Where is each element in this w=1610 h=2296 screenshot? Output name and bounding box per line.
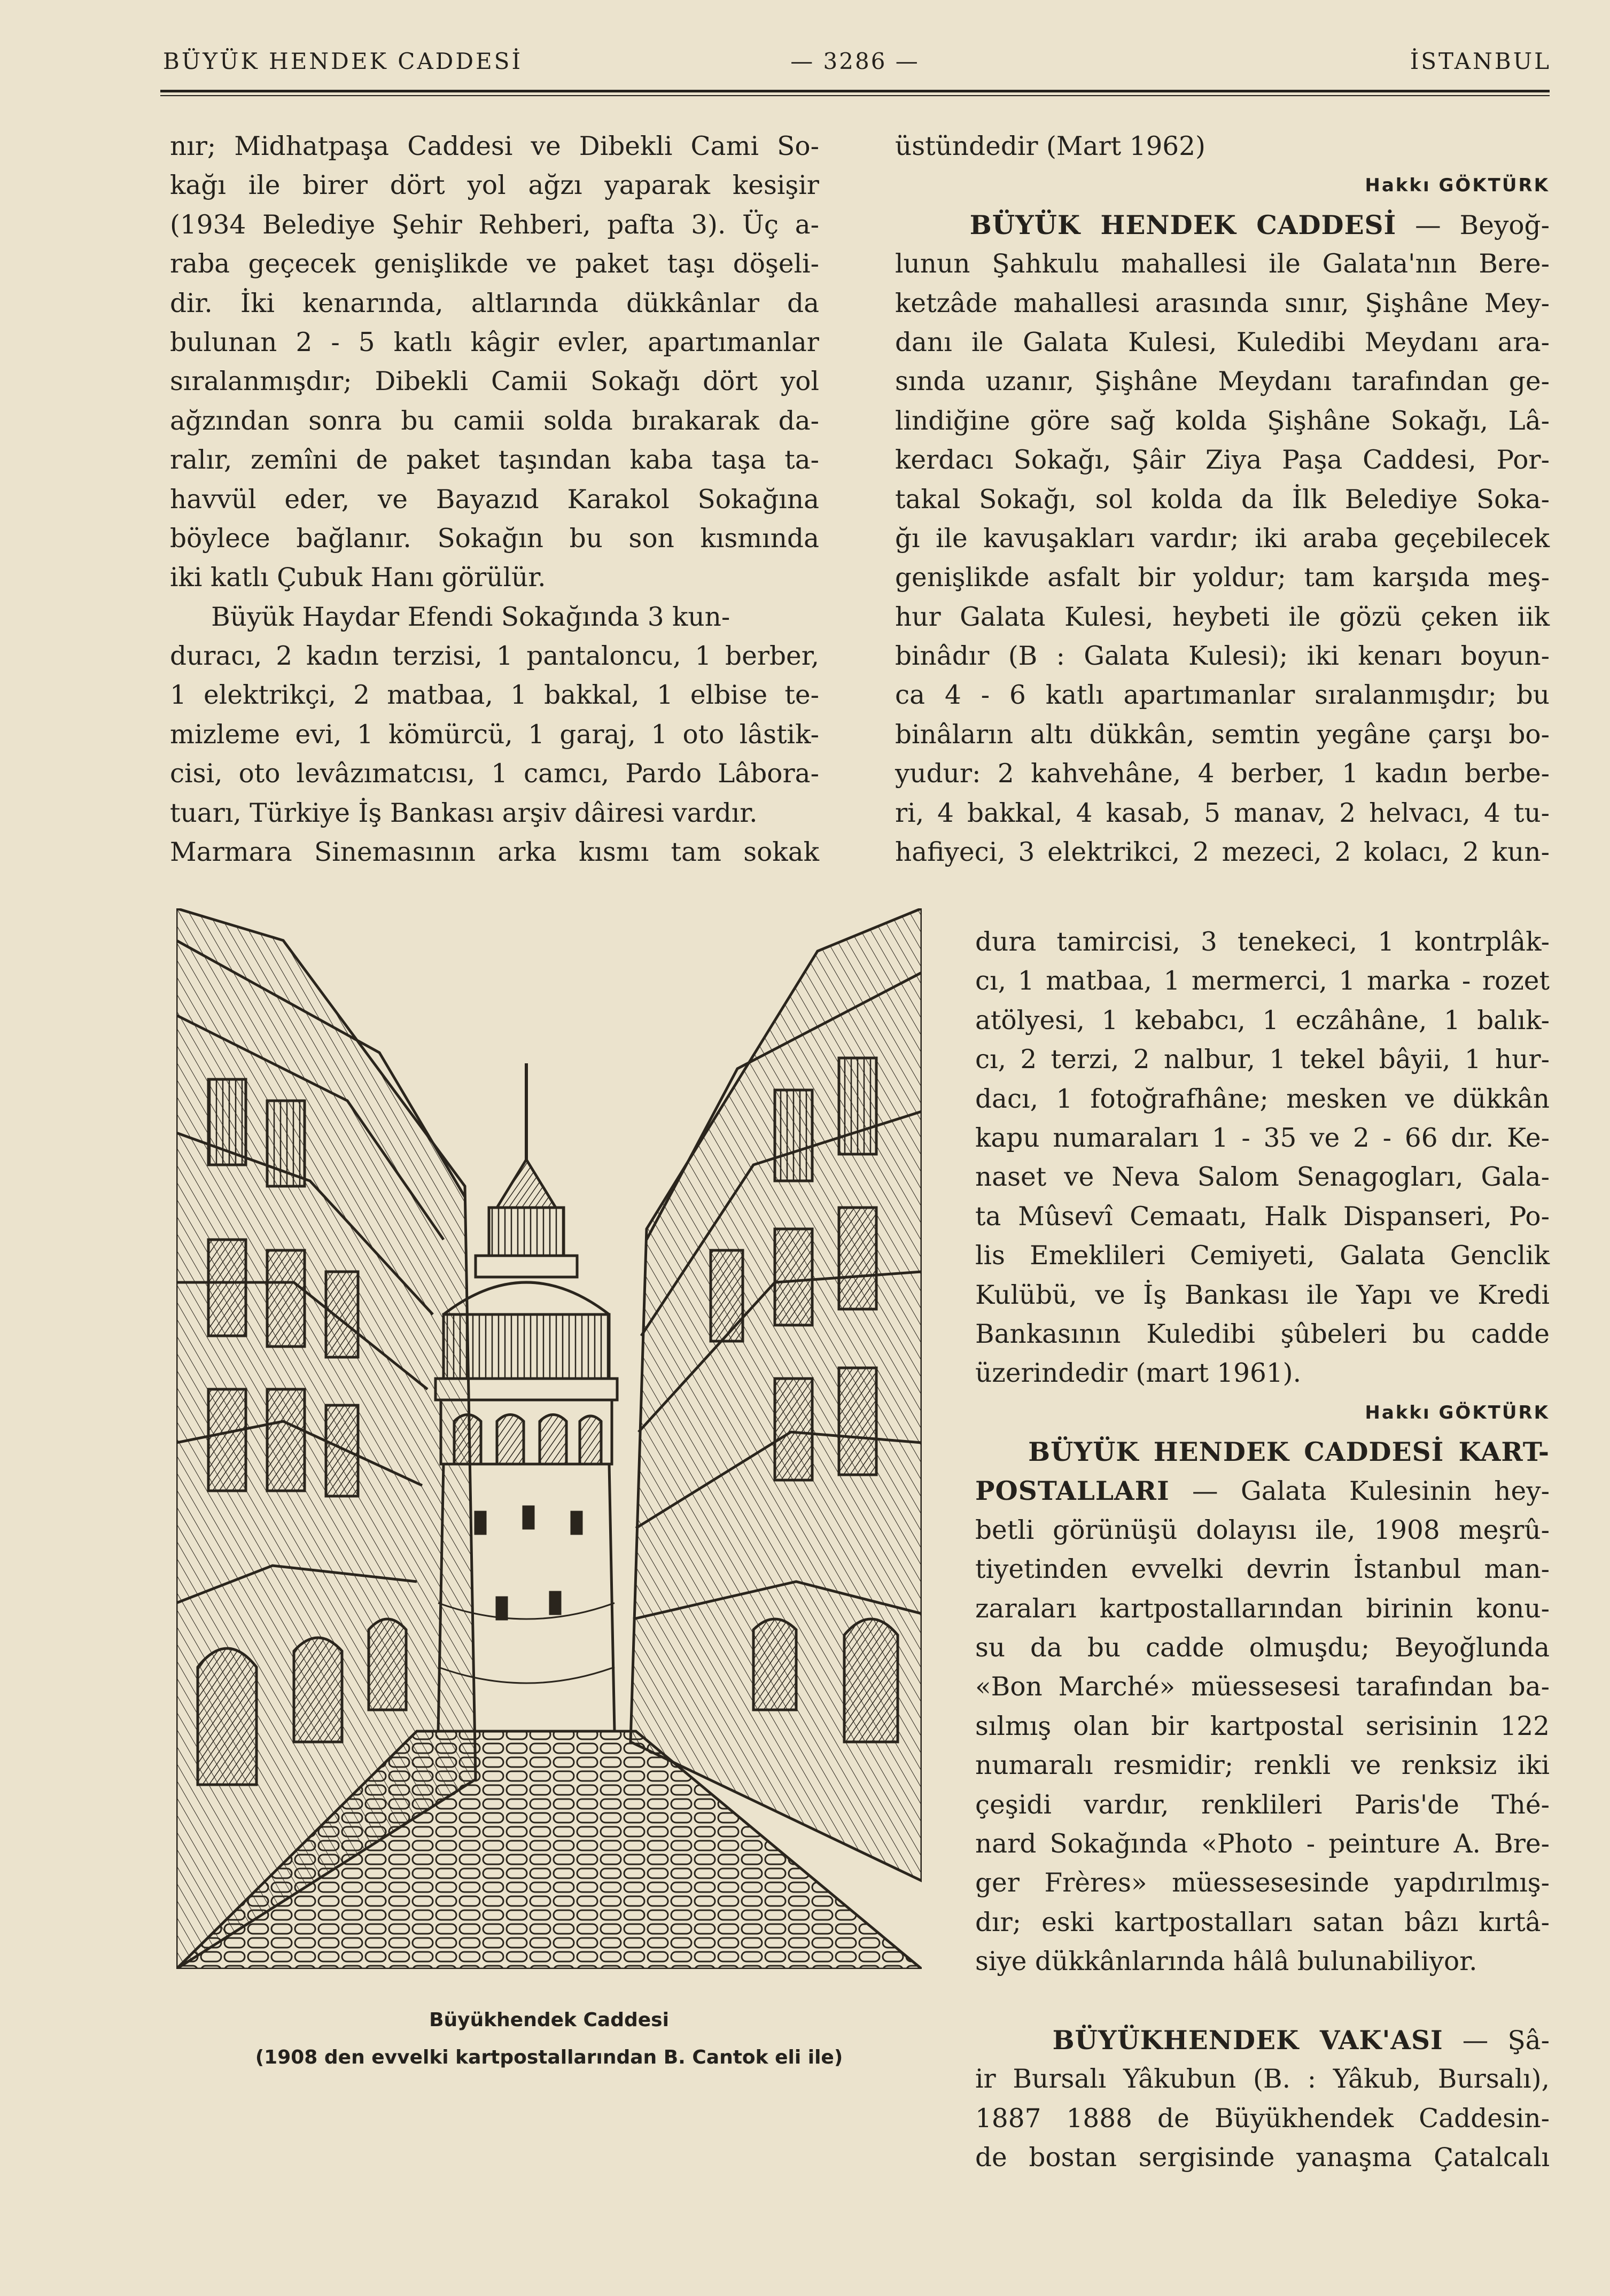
header-rule bbox=[160, 90, 1550, 92]
text-line: siye dükkânlarında hâlâ bulunabiliyor. bbox=[975, 1947, 1477, 1977]
text-line: çeşidi vardır, renklileri Paris'de Thé- bbox=[975, 1789, 1550, 1820]
text-line: yudur: 2 kahvehâne, 4 berber, 1 kadın berbe- bbox=[895, 759, 1550, 789]
text-line: de bostan sergisinde yanaşma Çatalcalı bbox=[975, 2143, 1550, 2173]
text-line: Büyük Haydar Efendi Sokağında 3 kun- bbox=[170, 602, 730, 632]
author-signature: Hakkı GÖKTÜRK bbox=[1365, 1402, 1550, 1423]
text-line: lis Emeklileri Cemiyeti, Galata Genclik bbox=[975, 1241, 1550, 1271]
text-line: dır; eski kartpostalları satan bâzı kırtâ- bbox=[975, 1907, 1550, 1937]
article-heading-rest: — Şâ- bbox=[1443, 2025, 1550, 2056]
header-rule-thin bbox=[160, 95, 1550, 96]
text-line: atölyesi, 1 kebabcı, 1 eczâhâne, 1 balık- bbox=[975, 1005, 1550, 1036]
running-header-title: BÜYÜK HENDEK CADDESİ bbox=[163, 48, 523, 74]
text-line: lunun Şahkulu mahallesi ile Galata'nın Bere- bbox=[895, 249, 1550, 279]
text-line: cı, 1 matbaa, 1 mermerci, 1 marka - rozet bbox=[975, 966, 1550, 997]
text-line: lindiğine göre sağ kolda Şişhâne Sokağı, Lâ- bbox=[895, 406, 1550, 436]
right-column-narrow bbox=[975, 923, 1550, 2178]
text-line: binâdır (B : Galata Kulesi); iki kenarı boyun- bbox=[895, 641, 1550, 672]
article-heading-rest: — Galata Kulesinin hey- bbox=[1169, 1476, 1550, 1507]
article-body bbox=[895, 245, 1550, 872]
text-line: 1887 1888 de Büyükhendek Caddesin- bbox=[975, 2103, 1550, 2134]
text-line: naset ve Neva Salom Senagogları, Gala- bbox=[975, 1162, 1550, 1193]
street-illustration bbox=[176, 908, 922, 1969]
text-line: takal Sokağı, sol kolda da İlk Belediye Soka- bbox=[895, 484, 1550, 515]
text-line: danı ile Galata Kulesi, Kuledibi Meydanı ara- bbox=[895, 327, 1550, 357]
text-line: ri, 4 bakkal, 4 kasab, 5 manav, 2 helvacı, 4 tu- bbox=[895, 798, 1550, 828]
text-line: tiyetinden evvelki devrin İstanbul man- bbox=[975, 1554, 1550, 1585]
text-line: «Bon Marché» müessesesi tarafından ba- bbox=[975, 1672, 1550, 1702]
right-column bbox=[895, 127, 1550, 872]
text-line: betli görünüşü dolayısı ile, 1908 meşrû- bbox=[975, 1515, 1550, 1545]
text-line: ketzâde mahallesi arasında sınır, Şişhâne Mey- bbox=[895, 288, 1550, 318]
text-line: su da bu cadde olmuşdu; Beyoğlunda bbox=[975, 1633, 1550, 1663]
text-line: hur Galata Kulesi, heybeti ile gözü çeken iik bbox=[895, 602, 1550, 632]
figure-caption-source: (1908 den evvelki kartpostallarından B. Cantok eli ile) bbox=[255, 2046, 843, 2068]
text-line: binâların altı dükkân, semtin yegâne çarşı bo- bbox=[895, 719, 1550, 750]
text-line: (1934 Belediye Şehir Rehberi, pafta 3). Üç a- bbox=[170, 209, 819, 240]
text-line: Bankasının Kuledibi şûbeleri bu cadde bbox=[975, 1319, 1550, 1349]
article-heading-line bbox=[895, 206, 1550, 245]
text-line: ralır, zemîni de paket taşından kaba taşa ta- bbox=[170, 445, 819, 476]
right-building-row bbox=[631, 908, 922, 1881]
text-line: numaralı resmidir; renkli ve renksiz iki bbox=[975, 1750, 1550, 1781]
text-line: sılmış olan bir kartpostal serisinin 122 bbox=[975, 1711, 1550, 1741]
text-line: kerdacı Sokağı, Şâir Ziya Paşa Caddesi, Por- bbox=[895, 445, 1550, 476]
text-line: genişlikde asfalt bir yoldur; tam karşıda meş- bbox=[895, 563, 1550, 593]
article-heading-line bbox=[975, 1433, 1550, 1472]
text-line: kağı ile birer dört yol ağzı yaparak kesişir bbox=[170, 170, 819, 201]
author-signature: Hakkı GÖKTÜRK bbox=[1365, 175, 1550, 197]
text-line: kapu numaraları 1 - 35 ve 2 - 66 dır. Ke- bbox=[975, 1123, 1550, 1153]
running-header-section: İSTANBUL bbox=[1410, 48, 1551, 74]
text-line: bulunan 2 - 5 katlı kâgir evler, apartımanlar bbox=[170, 327, 819, 357]
text-line: tuarı, Türkiye İş Bankası arşiv dâiresi vardır. bbox=[170, 798, 758, 828]
text-line: dacı, 1 fotoğrafhâne; mesken ve dükkân bbox=[975, 1084, 1550, 1114]
text-line: mizleme evi, 1 kömürcü, 1 garaj, 1 oto lâstik- bbox=[170, 719, 819, 750]
text-line: ir Bursalı Yâkubun (B. : Yâkub, Bursalı), bbox=[975, 2064, 1550, 2095]
text-line: Marmara Sinemasının arka kısmı tam sokak bbox=[170, 837, 819, 868]
text-line: ta Mûsevî Cemaatı, Halk Dispanseri, Po- bbox=[975, 1201, 1550, 1232]
figure-caption-title: Büyükhendek Caddesi bbox=[429, 2009, 669, 2031]
article-body-continued bbox=[975, 923, 1550, 1394]
text-line: havvül eder, ve Bayazıd Karakol Sokağına bbox=[170, 484, 819, 515]
text-line: üzerindedir (mart 1961). bbox=[975, 1358, 1302, 1389]
text-line: duracı, 2 kadın terzisi, 1 pantaloncu, 1 berber, bbox=[170, 641, 819, 672]
article-heading-rest: — Beyoğ- bbox=[1396, 210, 1550, 240]
text-line: sında uzanır, Şişhâne Meydanı tarafından ge- bbox=[895, 367, 1550, 397]
text-line: dura tamircisi, 3 tenekeci, 1 kontrplâk- bbox=[975, 927, 1550, 957]
text-line: dir. İki kenarında, altlarında dükkânlar da bbox=[170, 288, 819, 318]
article-heading-line bbox=[975, 2021, 1550, 2060]
article-heading: BÜYÜKHENDEK VAK'ASI bbox=[1052, 2025, 1443, 2056]
article-heading-continued: POSTALLARI bbox=[975, 1476, 1170, 1507]
text-line: nard Sokağında «Photo - peinture A. Bre- bbox=[975, 1828, 1550, 1859]
spacer bbox=[975, 1982, 1550, 2021]
text-line: sıralanmışdır; Dibekli Camii Sokağı dört yol bbox=[170, 367, 819, 397]
text-line: hafiyeci, 3 elektrikci, 2 mezeci, 2 kolacı, 2 kun- bbox=[895, 837, 1550, 868]
page-number: — 3286 — bbox=[790, 48, 920, 74]
text-line: 1 elektrikçi, 2 matbaa, 1 bakkal, 1 elbise te- bbox=[170, 680, 819, 711]
text-line: nır; Midhatpaşa Caddesi ve Dibekli Cami So- bbox=[170, 131, 819, 161]
article-body bbox=[975, 1511, 1550, 1982]
text-line: cı, 2 terzi, 2 nalbur, 1 tekel bâyii, 1 hur- bbox=[975, 1045, 1550, 1075]
text-line: raba geçecek genişlikde ve paket taşı döşeli- bbox=[170, 249, 819, 279]
text-line: böylece bağlanır. Sokağın bu son kısmında bbox=[170, 523, 819, 554]
text-line: ğı ile kavuşakları vardır; iki araba geçebilecek bbox=[895, 523, 1550, 554]
text-line: zaraları kartpostallarından birinin konu- bbox=[975, 1593, 1550, 1624]
text-line: ağzından sonra bu camii solda bırakarak da- bbox=[170, 406, 819, 436]
text-line: ca 4 - 6 katlı apartımanlar sıralanmışdır; bu bbox=[895, 680, 1550, 711]
article-heading-line bbox=[975, 1472, 1550, 1511]
text-line: iki katlı Çubuk Hanı görülür. bbox=[170, 563, 546, 593]
left-column bbox=[170, 127, 819, 872]
intro-line: üstündedir (Mart 1962) bbox=[895, 131, 1205, 161]
text-line: ger Frères» müessesesinde yapdırılmış- bbox=[975, 1868, 1550, 1898]
article-body bbox=[975, 2060, 1550, 2177]
text-line: cisi, oto levâzımatcısı, 1 camcı, Pardo Lâbora- bbox=[170, 759, 819, 789]
text-line: Kulübü, ve İş Bankası ile Yapı ve Kredi bbox=[975, 1280, 1550, 1310]
article-heading: BÜYÜK HENDEK CADDESİ KART- bbox=[1028, 1437, 1550, 1468]
article-heading: BÜYÜK HENDEK CADDESİ bbox=[969, 209, 1397, 240]
